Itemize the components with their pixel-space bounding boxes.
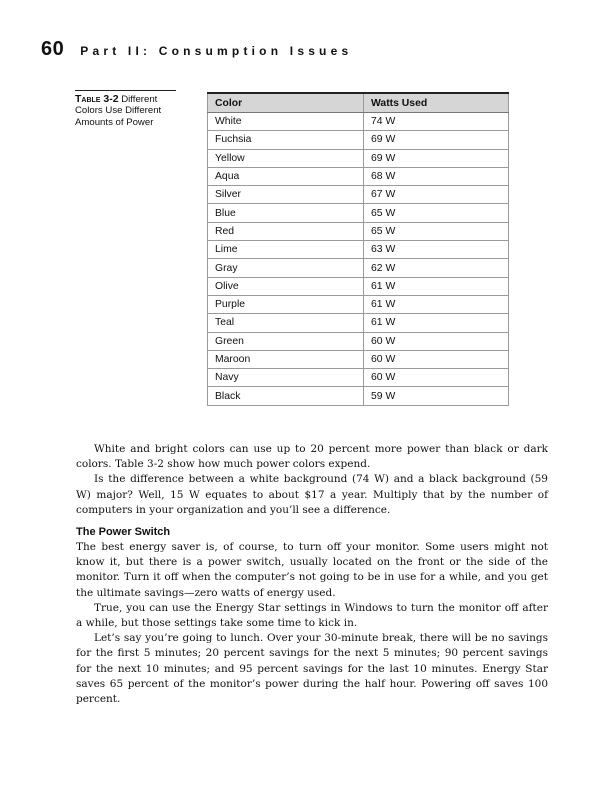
color-cell: Yellow bbox=[208, 149, 364, 167]
color-cell: Blue bbox=[208, 204, 364, 222]
color-cell: Aqua bbox=[208, 167, 364, 185]
table-row bbox=[208, 131, 509, 149]
table-row bbox=[208, 332, 509, 350]
color-cell: Fuchsia bbox=[208, 131, 364, 149]
color-cell: Lime bbox=[208, 241, 364, 259]
watts-cell: 60 W bbox=[364, 332, 509, 350]
table-row bbox=[208, 295, 509, 313]
table-row bbox=[208, 369, 509, 387]
color-cell: Gray bbox=[208, 259, 364, 277]
watts-cell: 67 W bbox=[364, 186, 509, 204]
table-caption-label: Table 3-2 bbox=[75, 93, 119, 105]
table-caption bbox=[75, 90, 176, 128]
color-cell: Green bbox=[208, 332, 364, 350]
table-row bbox=[208, 167, 509, 185]
color-cell: Maroon bbox=[208, 350, 364, 368]
watts-cell: 59 W bbox=[364, 387, 509, 405]
paragraph: True, you can use the Energy Star settings in Windows to turn the monitor off after a while, but those settings take some time to kick in. bbox=[76, 601, 548, 630]
table-row bbox=[208, 259, 509, 277]
table-caption-text: Different Colors Use Different Amounts of Power bbox=[75, 94, 162, 128]
watts-cell: 65 W bbox=[364, 204, 509, 222]
watts-cell: 65 W bbox=[364, 222, 509, 240]
paragraph: The best energy saver is, of course, to turn off your monitor. Some users might not know it, but there is a power switch, usually located on the front or the side of the monitor. Turn it off when the computer’s not going to be in use for a while, and you get the ultimate savings—zero watts of energy used. bbox=[76, 541, 548, 599]
paragraph: White and bright colors can use up to 20 percent more power than black or dark colors. Table 3-2 show how much power colors expend. bbox=[76, 443, 548, 471]
power-table bbox=[207, 92, 509, 406]
body-text bbox=[76, 442, 548, 707]
watts-cell: 61 W bbox=[364, 277, 509, 295]
table-row bbox=[208, 149, 509, 167]
watts-cell: 60 W bbox=[364, 369, 509, 387]
watts-cell: 69 W bbox=[364, 149, 509, 167]
section-heading: The Power Switch bbox=[76, 526, 171, 539]
color-cell: Silver bbox=[208, 186, 364, 204]
color-cell: Purple bbox=[208, 295, 364, 313]
table-row bbox=[208, 113, 509, 131]
table-row bbox=[208, 387, 509, 405]
color-cell: Black bbox=[208, 387, 364, 405]
watts-cell: 74 W bbox=[364, 113, 509, 131]
color-cell: White bbox=[208, 113, 364, 131]
watts-cell: 69 W bbox=[364, 131, 509, 149]
running-head: Part II: Consumption Issues bbox=[80, 44, 353, 58]
paragraph: Let’s say you’re going to lunch. Over your 30-minute break, there will be no savings for the first 5 minutes; 20 percent savings for the next 5 minutes; 90 percent savings for the next 10 minutes; and 95 percent savings for the last 10 minutes. Energy Star saves 65 percent of the monitor’s power during the half hour. Powering off saves 100 percent. bbox=[76, 632, 548, 706]
column-header-color: Color bbox=[208, 93, 364, 113]
watts-cell: 61 W bbox=[364, 295, 509, 313]
color-cell: Navy bbox=[208, 369, 364, 387]
color-cell: Red bbox=[208, 222, 364, 240]
color-cell: Olive bbox=[208, 277, 364, 295]
page-header bbox=[41, 38, 352, 61]
table-row bbox=[208, 186, 509, 204]
page-number: 60 bbox=[41, 38, 65, 60]
watts-cell: 60 W bbox=[364, 350, 509, 368]
watts-cell: 63 W bbox=[364, 241, 509, 259]
watts-cell: 62 W bbox=[364, 259, 509, 277]
paragraph: Is the difference between a white background (74 W) and a black background (59 W) major? Well, 15 W equates to about $17 a year. Multiply that by the number of computers in your organization and you’ll see a difference. bbox=[76, 473, 548, 516]
table-header-row bbox=[208, 93, 509, 113]
table-row bbox=[208, 277, 509, 295]
watts-cell: 68 W bbox=[364, 167, 509, 185]
table-row bbox=[208, 314, 509, 332]
table-body bbox=[208, 113, 509, 406]
table-row bbox=[208, 350, 509, 368]
color-cell: Teal bbox=[208, 314, 364, 332]
table-row bbox=[208, 241, 509, 259]
column-header-watts: Watts Used bbox=[364, 93, 509, 113]
watts-cell: 61 W bbox=[364, 314, 509, 332]
table-row bbox=[208, 204, 509, 222]
table-row bbox=[208, 222, 509, 240]
